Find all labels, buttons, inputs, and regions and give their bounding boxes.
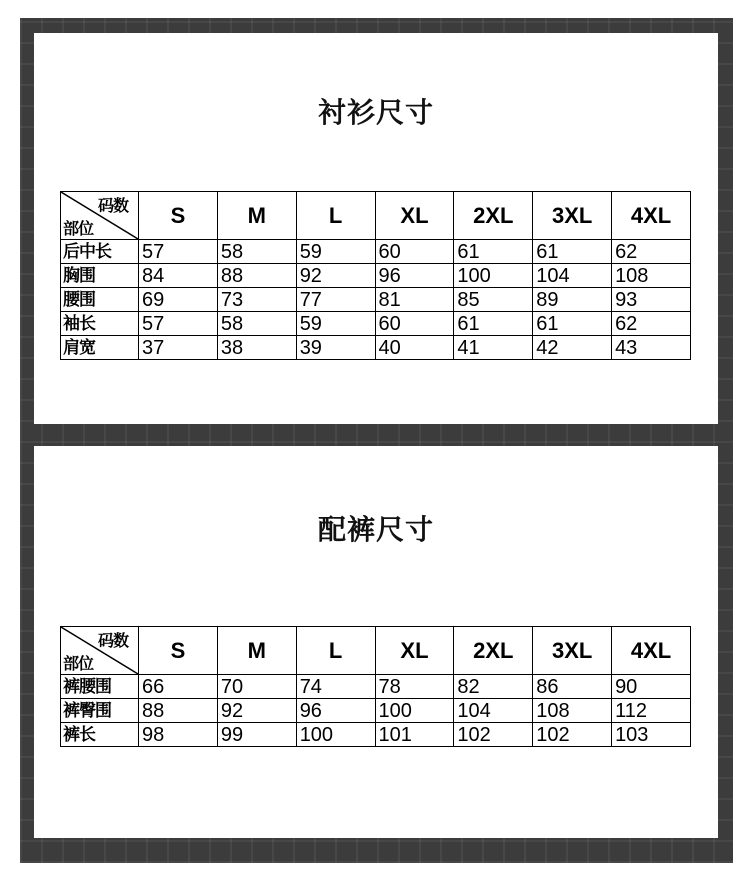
shirt-size-table bbox=[60, 191, 691, 360]
row-label: 裤长 bbox=[61, 723, 139, 747]
shirt-size-title: 衬衫尺寸 bbox=[317, 96, 434, 129]
table-cell: 86 bbox=[533, 675, 612, 699]
size-header-s: S bbox=[139, 627, 218, 675]
table-cell: 60 bbox=[375, 312, 454, 336]
table-cell: 101 bbox=[375, 723, 454, 747]
table-cell: 62 bbox=[612, 240, 691, 264]
table-cell: 59 bbox=[296, 312, 375, 336]
row-label: 后中长 bbox=[61, 240, 139, 264]
table-cell: 43 bbox=[612, 336, 691, 360]
table-cell: 98 bbox=[139, 723, 218, 747]
table-cell: 57 bbox=[139, 240, 218, 264]
corner-part-label: 部位 bbox=[63, 221, 94, 238]
row-label: 腰围 bbox=[61, 288, 139, 312]
corner-part-label: 部位 bbox=[63, 656, 94, 673]
table-cell: 61 bbox=[533, 312, 612, 336]
row-label: 袖长 bbox=[61, 312, 139, 336]
size-header-l: L bbox=[296, 627, 375, 675]
table-row bbox=[61, 288, 691, 312]
table-cell: 70 bbox=[217, 675, 296, 699]
table-cell: 112 bbox=[612, 699, 691, 723]
table-cell: 96 bbox=[296, 699, 375, 723]
table-cell: 62 bbox=[612, 312, 691, 336]
table-cell: 77 bbox=[296, 288, 375, 312]
table-cell: 85 bbox=[454, 288, 533, 312]
table-row bbox=[61, 675, 691, 699]
table-cell: 58 bbox=[217, 312, 296, 336]
pants-size-title: 配裤尺寸 bbox=[317, 513, 434, 546]
table-header-row bbox=[61, 192, 691, 240]
table-row bbox=[61, 336, 691, 360]
table-cell: 40 bbox=[375, 336, 454, 360]
corner-size-label: 码数 bbox=[97, 198, 128, 215]
table-row bbox=[61, 699, 691, 723]
table-cell: 39 bbox=[296, 336, 375, 360]
table-cell: 61 bbox=[454, 240, 533, 264]
table-cell: 93 bbox=[612, 288, 691, 312]
row-label: 肩宽 bbox=[61, 336, 139, 360]
table-cell: 96 bbox=[375, 264, 454, 288]
table-cell: 92 bbox=[217, 699, 296, 723]
row-label: 裤臀围 bbox=[61, 699, 139, 723]
table-row bbox=[61, 264, 691, 288]
table-cell: 59 bbox=[296, 240, 375, 264]
table-cell: 103 bbox=[612, 723, 691, 747]
table-row bbox=[61, 312, 691, 336]
table-cell: 58 bbox=[217, 240, 296, 264]
table-cell: 78 bbox=[375, 675, 454, 699]
table-cell: 90 bbox=[612, 675, 691, 699]
table-cell: 102 bbox=[454, 723, 533, 747]
size-header-4xl: 4XL bbox=[612, 192, 691, 240]
table-row bbox=[61, 240, 691, 264]
row-label: 胸围 bbox=[61, 264, 139, 288]
table-cell: 81 bbox=[375, 288, 454, 312]
table-cell: 100 bbox=[375, 699, 454, 723]
table-cell: 88 bbox=[139, 699, 218, 723]
table-cell: 61 bbox=[533, 240, 612, 264]
table-row bbox=[61, 723, 691, 747]
size-header-m: M bbox=[217, 192, 296, 240]
table-cell: 100 bbox=[454, 264, 533, 288]
size-header-4xl: 4XL bbox=[612, 627, 691, 675]
table-cell: 108 bbox=[533, 699, 612, 723]
pants-size-panel bbox=[34, 446, 718, 838]
table-cell: 61 bbox=[454, 312, 533, 336]
size-header-2xl: 2XL bbox=[454, 192, 533, 240]
size-header-xl: XL bbox=[375, 627, 454, 675]
table-cell: 69 bbox=[139, 288, 218, 312]
table-cell: 102 bbox=[533, 723, 612, 747]
table-cell: 74 bbox=[296, 675, 375, 699]
size-header-3xl: 3XL bbox=[533, 627, 612, 675]
table-cell: 41 bbox=[454, 336, 533, 360]
shirt-size-panel bbox=[34, 33, 718, 424]
table-cell: 108 bbox=[612, 264, 691, 288]
table-cell: 104 bbox=[454, 699, 533, 723]
table-cell: 57 bbox=[139, 312, 218, 336]
table-cell: 89 bbox=[533, 288, 612, 312]
size-header-2xl: 2XL bbox=[454, 627, 533, 675]
size-header-3xl: 3XL bbox=[533, 192, 612, 240]
table-cell: 100 bbox=[296, 723, 375, 747]
table-cell: 104 bbox=[533, 264, 612, 288]
table-cell: 37 bbox=[139, 336, 218, 360]
table-cell: 82 bbox=[454, 675, 533, 699]
table-cell: 42 bbox=[533, 336, 612, 360]
table-cell: 84 bbox=[139, 264, 218, 288]
size-header-m: M bbox=[217, 627, 296, 675]
table-cell: 88 bbox=[217, 264, 296, 288]
corner-header-cell bbox=[61, 627, 139, 675]
corner-header-cell bbox=[61, 192, 139, 240]
pants-size-table bbox=[60, 626, 691, 747]
table-header-row bbox=[61, 627, 691, 675]
table-cell: 60 bbox=[375, 240, 454, 264]
size-header-l: L bbox=[296, 192, 375, 240]
table-cell: 73 bbox=[217, 288, 296, 312]
row-label: 裤腰围 bbox=[61, 675, 139, 699]
table-cell: 38 bbox=[217, 336, 296, 360]
size-header-s: S bbox=[139, 192, 218, 240]
table-cell: 66 bbox=[139, 675, 218, 699]
table-cell: 92 bbox=[296, 264, 375, 288]
table-cell: 99 bbox=[217, 723, 296, 747]
size-header-xl: XL bbox=[375, 192, 454, 240]
corner-size-label: 码数 bbox=[97, 633, 128, 650]
